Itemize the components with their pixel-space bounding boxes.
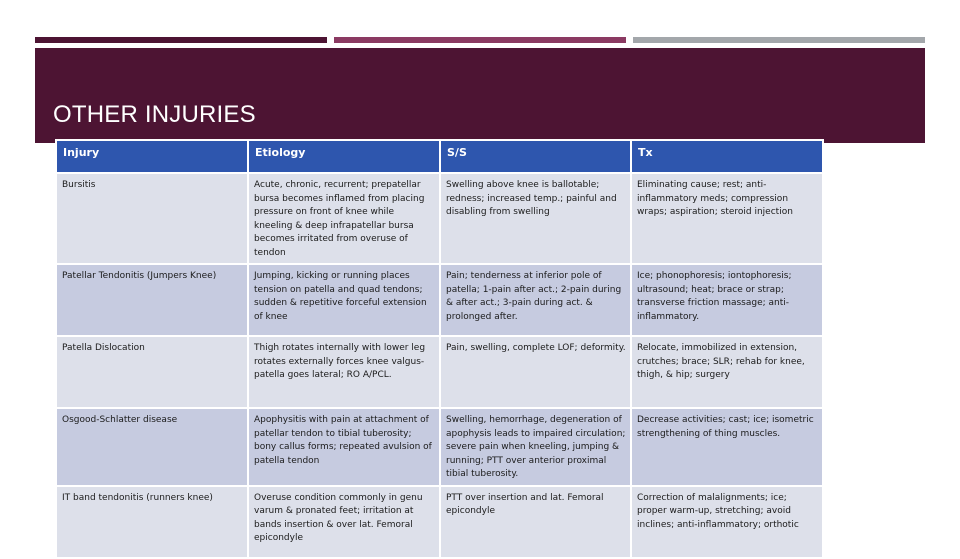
cell-injury: Patella Dislocation — [56, 336, 248, 408]
cell-injury: IT band tendonitis (runners knee) — [56, 486, 248, 558]
cell-etiology: Jumping, kicking or running places tension on patella and quad tendons; sudden & repetitive forceful extension of knee — [248, 264, 440, 336]
table-row — [56, 408, 823, 486]
cell-injury: Patellar Tendonitis (Jumpers Knee) — [56, 264, 248, 336]
column-header-tx: Tx — [631, 140, 823, 173]
cell-injury: Bursitis — [56, 173, 248, 264]
accent-bar-mid — [334, 37, 626, 43]
cell-ss: Swelling above knee is ballotable; redness; increased temp.; painful and disabling from swelling — [440, 173, 631, 264]
column-header-ss: S/S — [440, 140, 631, 173]
cell-etiology: Overuse condition commonly in genu varum & pronated feet; irritation at bands insertion & over lat. Femoral epicondyle — [248, 486, 440, 558]
column-header-etiology: Etiology — [248, 140, 440, 173]
accent-bar-gray — [633, 37, 925, 43]
cell-tx: Ice; phonophoresis; iontophoresis; ultrasound; heat; brace or strap; transverse friction massage; anti-inflammatory. — [631, 264, 823, 336]
cell-etiology: Apophysitis with pain at attachment of patellar tendon to tibial tuberosity; bony callus forms; repeated avulsion of patella tendon — [248, 408, 440, 486]
cell-tx: Correction of malalignments; ice; proper warm-up, stretching; avoid inclines; anti-inflammatory; orthotic — [631, 486, 823, 558]
table-row — [56, 486, 823, 558]
injuries-table — [55, 139, 824, 559]
slide-title: OTHER INJURIES — [53, 101, 256, 128]
cell-injury: Osgood-Schlatter disease — [56, 408, 248, 486]
table-row — [56, 264, 823, 336]
cell-ss: Pain; tenderness at inferior pole of patella; 1-pain after act.; 2-pain during & after act.; 3-pain during act. & prolonged after. — [440, 264, 631, 336]
cell-ss: Swelling, hemorrhage, degeneration of apophysis leads to impaired circulation; severe pain when kneeling, jumping & running; PTT over anterior proximal tibial tuberosity. — [440, 408, 631, 486]
accent-bar-dark — [35, 37, 327, 43]
table-header-row — [56, 140, 823, 173]
cell-tx: Eliminating cause; rest; anti-inflammatory meds; compression wraps; aspiration; steroid injection — [631, 173, 823, 264]
table-row — [56, 336, 823, 408]
column-header-injury: Injury — [56, 140, 248, 173]
cell-tx: Decrease activities; cast; ice; isometric strengthening of thing muscles. — [631, 408, 823, 486]
table-row — [56, 173, 823, 264]
cell-etiology: Thigh rotates internally with lower leg rotates externally forces knee valgus-patella goes lateral; RO A/PCL. — [248, 336, 440, 408]
cell-tx: Relocate, immobilized in extension, crutches; brace; SLR; rehab for knee, thigh, & hip; surgery — [631, 336, 823, 408]
cell-etiology: Acute, chronic, recurrent; prepatellar bursa becomes inflamed from placing pressure on front of knee while kneeling & deep infrapatellar bursa becomes irritated from overuse of tendon — [248, 173, 440, 264]
cell-ss: PTT over insertion and lat. Femoral epicondyle — [440, 486, 631, 558]
cell-ss: Pain, swelling, complete LOF; deformity. — [440, 336, 631, 408]
